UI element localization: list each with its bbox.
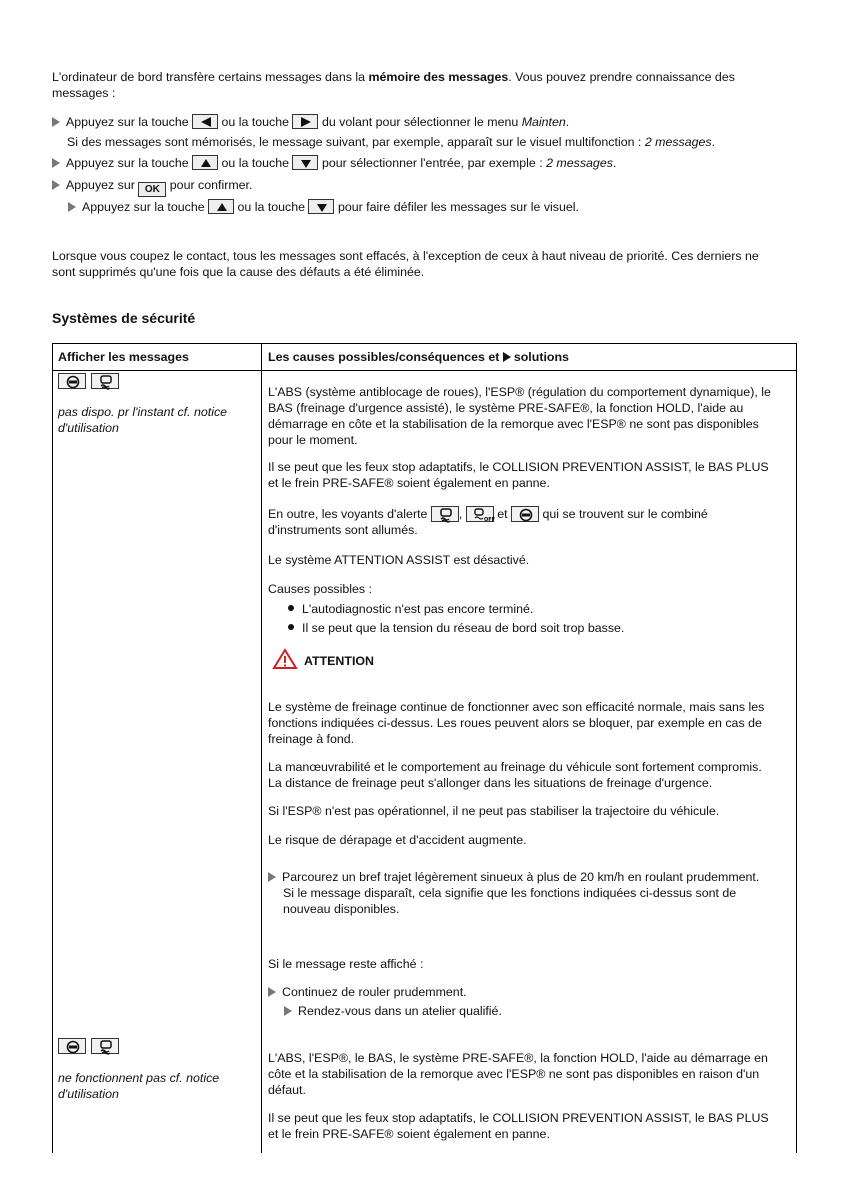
row1-p2-l2: et le frein PRE-SAFE® soient également en panne. bbox=[268, 476, 550, 490]
row2-left-l1: ne fonctionnent pas cf. notice bbox=[58, 1071, 220, 1085]
bullet-icon bbox=[288, 605, 294, 611]
row1-p7-l2: La distance de freinage peut s'allonger dans les situations de freinage d'urgence. bbox=[268, 776, 713, 790]
row1-p8: Si l'ESP® n'est pas opérationnel, il ne peut pas stabiliser la trajectoire du véhicule. bbox=[268, 804, 720, 818]
row2-p2 bbox=[268, 1110, 769, 1142]
row1-step2-text: Continuez de rouler prudemment. bbox=[282, 985, 467, 999]
table-border-right bbox=[796, 343, 797, 1153]
row1-p3 bbox=[268, 506, 708, 538]
solution-arrow-icon bbox=[503, 352, 511, 362]
row1-step1-l3: nouveau disponibles. bbox=[283, 902, 400, 916]
step4-text-a: Appuyez sur la touche bbox=[82, 200, 205, 214]
svg-text:OFF: OFF bbox=[483, 517, 495, 523]
intro-paragraph bbox=[52, 69, 735, 101]
row1-step3 bbox=[284, 1003, 502, 1019]
step4-text-c: pour faire défiler les messages sur le visuel. bbox=[337, 200, 579, 214]
step2-msg: 2 messages bbox=[546, 156, 613, 170]
esp-skid-icon bbox=[91, 1038, 119, 1054]
abs-warning-icon bbox=[58, 373, 86, 389]
attention-label: ATTENTION bbox=[304, 654, 374, 668]
step-1 bbox=[52, 114, 569, 130]
row2-p1 bbox=[268, 1050, 768, 1098]
intro-bold: mémoire des messages bbox=[368, 70, 509, 84]
step-arrow-icon bbox=[284, 1006, 292, 1016]
row1-p2-l1: Il se peut que les feux stop adaptatifs, le COLLISION PREVENTION ASSIST, le BAS PLUS bbox=[268, 460, 769, 474]
contact-note bbox=[52, 248, 759, 280]
step3-text-a: Appuyez sur bbox=[66, 178, 135, 192]
row1-step1-l1: Parcourez un bref trajet légèrement sinueux à plus de 20 km/h en roulant prudemment. bbox=[282, 870, 760, 884]
step-arrow-icon bbox=[52, 158, 60, 168]
row1-p1-l2: BAS (freinage d'urgence assisté), le système PRE-SAFE®, la fonction HOLD, l'aide au bbox=[268, 401, 744, 415]
table-border-top bbox=[52, 343, 797, 344]
step1-text-a: Appuyez sur la touche bbox=[66, 115, 189, 129]
table-border-left bbox=[52, 343, 53, 1153]
row1-p6-l3: freinage à fond. bbox=[268, 732, 355, 746]
warning-triangle-icon bbox=[272, 648, 298, 673]
step1-text-c: du volant pour sélectionner le menu bbox=[321, 115, 522, 129]
contact-note-line1: Lorsque vous coupez le contact, tous les messages sont effacés, à l'exception de ceux à haut niveau de priorité. Ces derniers ne bbox=[52, 249, 759, 263]
row1-p4: Le système ATTENTION ASSIST est désactivé. bbox=[268, 553, 530, 567]
row2-p1-l2: côte et la stabilisation de la remorque avec l'ESP® ne sont pas disponibles en raison d'un bbox=[268, 1067, 760, 1081]
row2-left-l2: d'utilisation bbox=[58, 1087, 119, 1101]
row1-p3-a: En outre, les voyants d'alerte bbox=[268, 507, 428, 521]
row1-step3-text: Rendez-vous dans un atelier qualifié. bbox=[298, 1004, 502, 1018]
step-arrow-icon bbox=[268, 872, 276, 882]
row2-p1-l1: L'ABS, l'ESP®, le BAS, le système PRE-SAFE®, la fonction HOLD, l'aide au démarrage en bbox=[268, 1051, 768, 1065]
row2-icons bbox=[58, 1038, 119, 1054]
menu-name: Mainten bbox=[521, 115, 566, 129]
row1-step2 bbox=[268, 984, 467, 1000]
abs-warning-icon bbox=[58, 1038, 86, 1054]
step1-line2-end: . bbox=[711, 135, 716, 149]
intro-line2: messages : bbox=[52, 86, 116, 100]
row1-p1-l4: pour le moment. bbox=[268, 433, 358, 447]
row1-p5: Causes possibles : bbox=[268, 582, 372, 596]
row1-bullet2 bbox=[288, 620, 624, 636]
step2-text-c: pour sélectionner l'entrée, par exemple : bbox=[321, 156, 547, 170]
row2-p2-l2: et le frein PRE-SAFE® soient également en panne. bbox=[268, 1127, 550, 1141]
row1-bullet2-text: Il se peut que la tension du réseau de bord soit trop basse. bbox=[302, 621, 625, 635]
row1-left-l1: pas dispo. pr l'instant cf. notice bbox=[58, 405, 228, 419]
step-2 bbox=[52, 155, 616, 171]
row1-p9: Le risque de dérapage et d'accident augmente. bbox=[268, 833, 527, 847]
step-4 bbox=[68, 199, 579, 215]
contact-note-line2: sont supprimés qu'une fois que la cause des défauts a été éliminée. bbox=[52, 265, 425, 279]
row1-icons bbox=[58, 373, 119, 389]
step2-end: . bbox=[612, 156, 617, 170]
step3-text-b: pour confirmer. bbox=[169, 178, 253, 192]
step2-text-b: ou la touche bbox=[221, 156, 290, 170]
bullet-icon bbox=[288, 624, 294, 630]
row1-p3-b: , bbox=[458, 507, 463, 521]
row2-p2-l1: Il se peut que les feux stop adaptatifs, le COLLISION PREVENTION ASSIST, le BAS PLUS bbox=[268, 1111, 769, 1125]
row1-p1 bbox=[268, 384, 771, 448]
row1-p3-l2: d'instruments sont allumés. bbox=[268, 523, 418, 537]
row1-p1-l3: démarrage en côte et la stabilisation de la remorque avec l'ESP® ne sont pas disponibles bbox=[268, 417, 759, 431]
section-title: Systèmes de sécurité bbox=[52, 310, 196, 326]
row2-left-text bbox=[58, 1070, 219, 1102]
step-arrow-icon bbox=[52, 180, 60, 190]
row1-p3-c: et bbox=[497, 507, 508, 521]
row1-bullet1-text: L'autodiagnostic n'est pas encore terminé. bbox=[302, 602, 534, 616]
row1-left-l2: d'utilisation bbox=[58, 421, 119, 435]
row1-p6-l2: fonctions indiquées ci-dessus. Les roues peuvent alors se bloquer, par exemple en cas de bbox=[268, 716, 762, 730]
up-arrow-key-icon bbox=[192, 155, 218, 170]
step1-text-b: ou la touche bbox=[221, 115, 290, 129]
row1-bullet1 bbox=[288, 601, 533, 617]
table-header-left: Afficher les messages bbox=[58, 350, 189, 364]
step-1-line2 bbox=[67, 134, 715, 150]
step1-end: . bbox=[565, 115, 570, 129]
header-right-a: Les causes possibles/conséquences et bbox=[268, 350, 503, 364]
up-arrow-key-icon bbox=[208, 199, 234, 214]
step-3 bbox=[52, 177, 252, 197]
esp-skid-icon bbox=[431, 506, 459, 522]
table-column-divider bbox=[261, 343, 262, 1153]
row1-p7 bbox=[268, 759, 762, 791]
step-arrow-icon bbox=[68, 202, 76, 212]
step2-text-a: Appuyez sur la touche bbox=[66, 156, 189, 170]
row1-p6-l1: Le système de freinage continue de fonctionner avec son efficacité normale, mais sans les bbox=[268, 700, 765, 714]
down-arrow-key-icon bbox=[308, 199, 334, 214]
row1-p3-d: qui se trouvent sur le combiné bbox=[542, 507, 708, 521]
step-arrow-icon bbox=[52, 117, 60, 127]
intro-text-after: . Vous pouvez prendre connaissance des bbox=[508, 70, 735, 84]
table-header-divider bbox=[52, 370, 797, 371]
row1-p10: Si le message reste affiché : bbox=[268, 957, 424, 971]
step1-line2-msg: 2 messages bbox=[644, 135, 712, 149]
row1-p1-l1: L'ABS (système antiblocage de roues), l'ESP® (régulation du comportement dynamique), le bbox=[268, 385, 771, 399]
abs-warning-icon bbox=[511, 506, 539, 522]
row1-p6 bbox=[268, 699, 764, 747]
ok-key-icon: OK bbox=[138, 182, 166, 197]
esp-off-icon bbox=[466, 506, 494, 522]
down-arrow-key-icon bbox=[292, 155, 318, 170]
right-arrow-key-icon bbox=[292, 114, 318, 129]
row2-p1-l3: défaut. bbox=[268, 1083, 306, 1097]
left-arrow-key-icon bbox=[192, 114, 218, 129]
intro-text: L'ordinateur de bord transfère certains messages dans la bbox=[52, 70, 369, 84]
row1-p2 bbox=[268, 459, 769, 491]
esp-skid-icon bbox=[91, 373, 119, 389]
row1-left-text bbox=[58, 404, 227, 436]
step1-line2-text: Si des messages sont mémorisés, le message suivant, par exemple, apparaît sur le visuel multifonction : bbox=[67, 135, 645, 149]
row1-step1-l2: Si le message disparaît, cela signifie que les fonctions indiquées ci-dessus sont de bbox=[283, 886, 737, 900]
row1-p7-l1: La manœuvrabilité et le comportement au freinage du véhicule sont fortement compromis. bbox=[268, 760, 762, 774]
step4-text-b: ou la touche bbox=[237, 200, 306, 214]
row1-step1 bbox=[268, 869, 759, 917]
step-arrow-icon bbox=[268, 987, 276, 997]
header-right-b: solutions bbox=[513, 350, 569, 364]
table-header-right bbox=[268, 349, 569, 365]
